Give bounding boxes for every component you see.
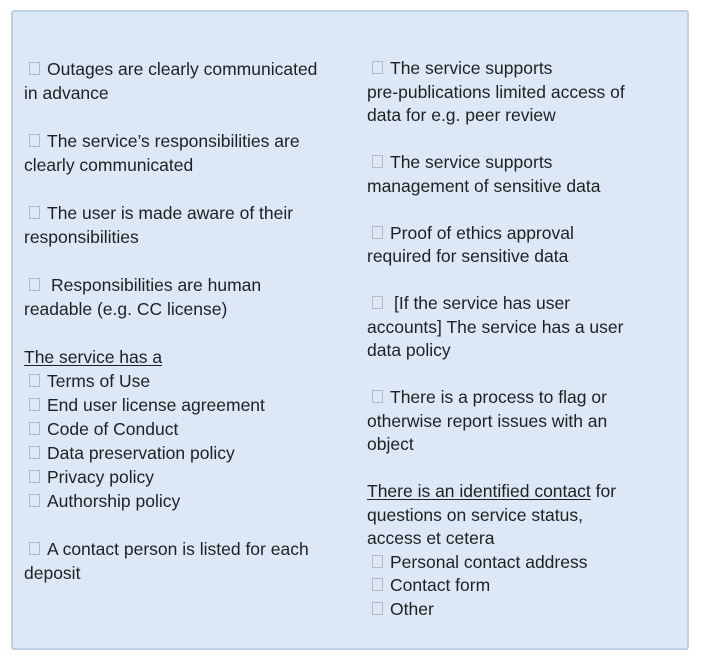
list-heading (24, 345, 324, 369)
checklist-text: Other (390, 598, 434, 619)
checklist-text: The user is made aware of their (47, 203, 294, 223)
checklist-line (24, 129, 324, 153)
checkbox-icon[interactable] (29, 206, 40, 219)
checklist-item (24, 417, 324, 441)
checklist-line (367, 104, 637, 128)
checklist-text: [If the service has user (394, 293, 571, 313)
checklist-text: deposit (24, 563, 81, 583)
checklist-line (24, 225, 324, 249)
checkbox-icon[interactable] (29, 62, 40, 75)
checklist-line (367, 245, 637, 269)
checklist-text: Data preservation policy (47, 443, 235, 463)
checklist-text: required for sensitive data (367, 246, 569, 266)
checklist-text: The service supports (390, 152, 553, 172)
left-column (24, 57, 324, 645)
checklist-text: Responsibilities are human (51, 275, 262, 295)
checklist-text: clearly communicated (24, 155, 194, 175)
checklist-text: Proof of ethics approval (390, 222, 574, 243)
checklist-text: Code of Conduct (47, 419, 179, 439)
checklist-text: management of sensitive data (367, 175, 601, 196)
checklist-line (24, 297, 324, 321)
checklist-group-identified-contact (367, 480, 637, 621)
checklist-line (24, 537, 324, 561)
checklist-text: in advance (24, 83, 109, 103)
checklist-item (24, 393, 324, 417)
checklist-text: The service’s responsibilities are (47, 131, 300, 151)
checklist-text: responsibilities (24, 227, 139, 247)
checklist-item (367, 574, 637, 598)
checkbox-icon[interactable] (372, 61, 383, 74)
checklist-paragraph (24, 129, 324, 177)
list-heading-text: The service has a (24, 347, 163, 367)
checkbox-icon[interactable] (372, 296, 383, 309)
checkbox-icon[interactable] (372, 602, 383, 615)
checklist-paragraph (367, 151, 637, 198)
checklist-item (367, 551, 637, 575)
checkbox-icon[interactable] (29, 134, 40, 147)
checklist-line (367, 222, 637, 246)
checklist-paragraph (367, 386, 637, 457)
checkbox-icon[interactable] (29, 278, 40, 291)
list-heading-rest: for (590, 481, 617, 501)
list-heading-continuation (367, 504, 637, 528)
checklist-line (367, 81, 637, 105)
checklist-text: data for e.g. peer review (367, 105, 556, 125)
checklist-text: readable (e.g. CC license) (24, 299, 228, 319)
checklist-paragraph (24, 273, 324, 321)
checkbox-icon[interactable] (372, 226, 383, 239)
checklist-line (367, 433, 637, 457)
checklist-text: The service supports (390, 58, 553, 78)
checklist-line (367, 57, 637, 81)
checklist-text: A contact person is listed for each (47, 539, 309, 559)
checklist-item (367, 598, 637, 622)
checklist-text: Privacy policy (47, 467, 154, 487)
checklist-group-service-policies (24, 345, 324, 513)
checklist-card (11, 10, 689, 650)
checkbox-icon[interactable] (372, 390, 383, 403)
checklist-text: Outages are clearly communicated (47, 59, 318, 79)
checklist-columns (13, 12, 687, 645)
checkbox-icon[interactable] (372, 555, 383, 568)
checklist-line (367, 339, 637, 363)
checklist-text: Contact form (390, 575, 491, 595)
checklist-text: access et cetera (367, 528, 495, 548)
checklist-paragraph (367, 292, 637, 363)
checklist-text: Authorship policy (47, 491, 181, 511)
checklist-paragraph (24, 537, 324, 585)
checklist-line (367, 292, 637, 316)
checkbox-icon[interactable] (29, 542, 40, 555)
checklist-text: otherwise report issues with an (367, 410, 608, 431)
checklist-paragraph (367, 57, 637, 128)
checklist-text: Terms of Use (47, 371, 151, 391)
checkbox-icon[interactable] (29, 470, 40, 483)
checkbox-icon[interactable] (29, 494, 40, 507)
checklist-text: pre-publications limited access of (367, 81, 625, 102)
checklist-line (367, 175, 637, 199)
checklist-line (24, 561, 324, 585)
checklist-line (367, 386, 637, 410)
checklist-text: End user license agreement (47, 395, 265, 415)
right-column (367, 57, 637, 645)
checklist-paragraph (367, 222, 637, 269)
checklist-text: questions on service status, (367, 504, 583, 525)
checklist-item (24, 465, 324, 489)
checklist-item (24, 441, 324, 465)
checklist-paragraph (24, 201, 324, 249)
checkbox-icon[interactable] (29, 446, 40, 459)
list-heading (367, 480, 637, 504)
checklist-text: data policy (367, 340, 451, 360)
checkbox-icon[interactable] (372, 155, 383, 168)
checklist-line (24, 201, 324, 225)
checklist-paragraph (24, 57, 324, 105)
checklist-line (367, 410, 637, 434)
checklist-item (24, 369, 324, 393)
checklist-item (24, 489, 324, 513)
checklist-line (24, 153, 324, 177)
list-heading-text: There is an identified contact (367, 481, 591, 501)
checklist-line (24, 81, 324, 105)
list-heading-continuation (367, 527, 637, 551)
checklist-text: Personal contact address (390, 551, 588, 572)
checklist-line (24, 57, 324, 81)
checkbox-icon[interactable] (29, 422, 40, 435)
checkbox-icon[interactable] (372, 578, 383, 591)
checklist-line (24, 273, 324, 297)
checkbox-icon[interactable] (29, 398, 40, 411)
checklist-line (367, 316, 637, 340)
checklist-text: accounts] The service has a user (367, 316, 624, 337)
checklist-text: object (367, 434, 414, 454)
checkbox-icon[interactable] (29, 374, 40, 387)
checklist-line (367, 151, 637, 175)
checklist-text: There is a process to flag or (390, 387, 607, 407)
